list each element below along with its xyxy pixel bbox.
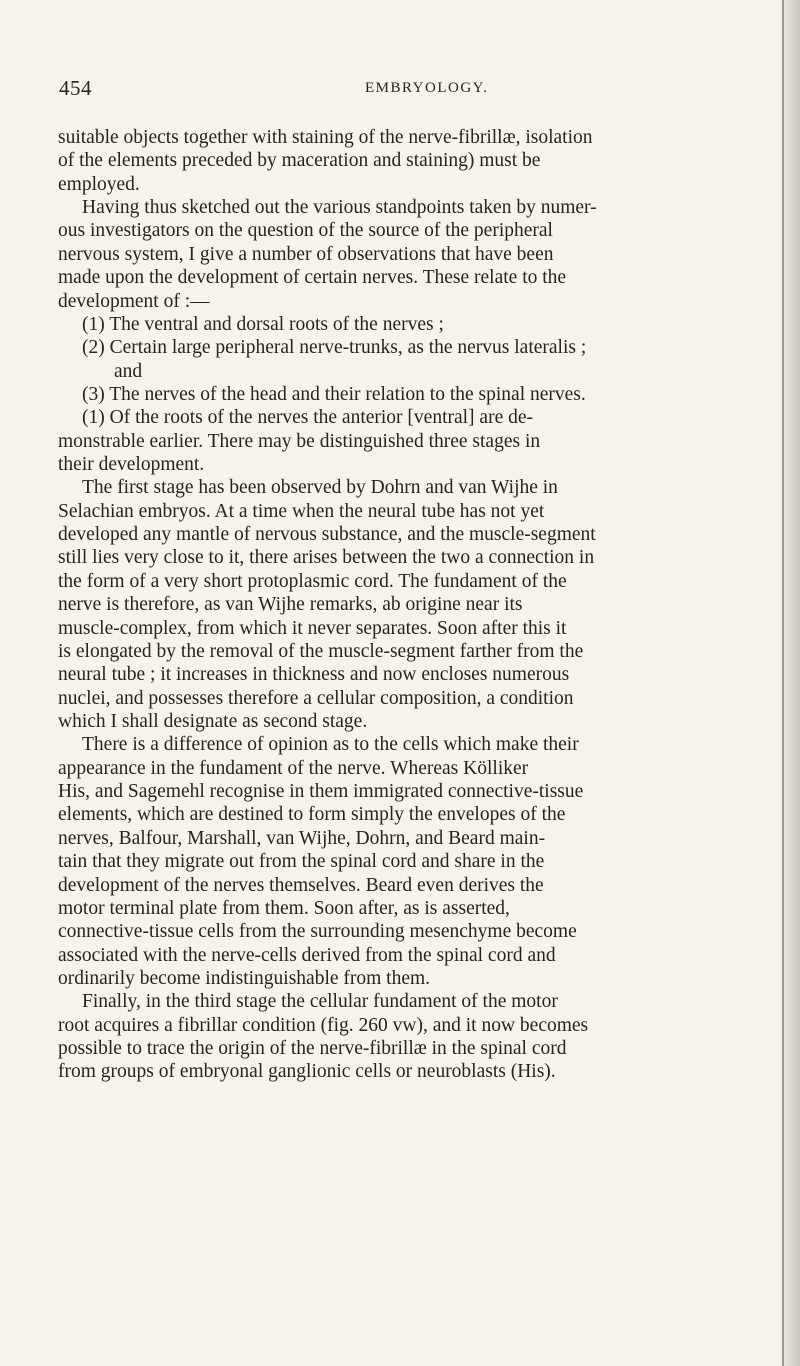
- text-line: associated with the nerve-cells derived from the spinal cord and: [58, 944, 556, 966]
- list-item-1: (1) The ventral and dorsal roots of the nerves ;: [82, 313, 444, 335]
- text-line: suitable objects together with staining of the nerve-fibrillæ, isolation: [58, 127, 593, 148]
- list-item-2-continuation: and: [114, 360, 143, 382]
- text-line: His, and Sagemehl recognise in them immigrated connective-tissue: [58, 781, 584, 803]
- text-line: possible to trace the origin of the nerve-fibrillæ in the spinal cord: [58, 1038, 567, 1060]
- page-header: [0, 76, 800, 106]
- text-line: is elongated by the removal of the muscle-segment farther from the: [58, 640, 584, 662]
- running-head: EMBRYOLOGY.: [365, 80, 489, 96]
- text-line: still lies very close to it, there arises between the two a connection in: [58, 547, 595, 569]
- text-line: which I shall designate as second stage.: [58, 710, 368, 732]
- text-line: muscle-complex, from which it never separates. Soon after this it: [58, 617, 567, 639]
- paragraph-first-line: (1) Of the roots of the nerves the anterior [ventral] are de-: [82, 407, 534, 429]
- text-line: development of the nerves themselves. Beard even derives the: [58, 874, 544, 896]
- text-line: monstrable earlier. There may be distinguished three stages in: [58, 430, 541, 452]
- text-line: elements, which are destined to form simply the envelopes of the: [58, 804, 566, 826]
- text-line: development of :—: [58, 290, 210, 312]
- paragraph-first-line: Having thus sketched out the various standpoints taken by numer-: [82, 197, 597, 219]
- text-line: developed any mantle of nervous substance, and the muscle-segment: [58, 524, 596, 546]
- page-edge: [784, 0, 800, 1366]
- text-line: ous investigators on the question of the source of the peripheral: [58, 220, 553, 242]
- text-line: from groups of embryonal ganglionic cells or neuroblasts (His).: [58, 1061, 556, 1083]
- text-line: connective-tissue cells from the surrounding mesenchyme become: [58, 921, 577, 943]
- text-line: Selachian embryos. At a time when the neural tube has not yet: [58, 500, 545, 522]
- paragraph-first-line: There is a difference of opinion as to the cells which make their: [82, 734, 579, 756]
- text-line: nervous system, I give a number of observations that have been: [58, 243, 554, 265]
- paragraph-first-line: The first stage has been observed by Dohrn and van Wijhe in: [82, 477, 558, 499]
- text-line: employed.: [58, 173, 140, 195]
- text-line: ordinarily become indistinguishable from them.: [58, 967, 431, 989]
- text-line: neural tube ; it increases in thickness and now encloses numerous: [58, 664, 570, 686]
- page-number: 454: [59, 76, 92, 100]
- body-text: [58, 126, 784, 1084]
- text-line: tain that they migrate out from the spinal cord and share in the: [58, 851, 545, 873]
- paragraph-first-line: Finally, in the third stage the cellular fundament of the motor: [82, 991, 558, 1013]
- text-line: made upon the development of certain nerves. These relate to the: [58, 267, 567, 289]
- text-line: appearance in the fundament of the nerve. Whereas Kölliker: [58, 757, 529, 779]
- text-line: of the elements preceded by maceration and staining) must be: [58, 150, 541, 172]
- text-line: motor terminal plate from them. Soon after, as is asserted,: [58, 897, 510, 919]
- text-line: nerves, Balfour, Marshall, van Wijhe, Dohrn, and Beard main-: [58, 827, 546, 849]
- text-line: the form of a very short protoplasmic cord. The fundament of the: [58, 570, 567, 592]
- text-line: root acquires a fibrillar condition (fig. 260 vw), and it now becomes: [58, 1014, 589, 1036]
- text-line: their development.: [58, 454, 205, 476]
- text-line: nerve is therefore, as van Wijhe remarks, ab origine near its: [58, 594, 523, 616]
- text-line: nuclei, and possesses therefore a cellular composition, a condition: [58, 687, 574, 709]
- list-item-3: (3) The nerves of the head and their relation to the spinal nerves.: [82, 383, 586, 405]
- list-item-2: (2) Certain large peripheral nerve-trunks, as the nervus lateralis ;: [82, 337, 587, 359]
